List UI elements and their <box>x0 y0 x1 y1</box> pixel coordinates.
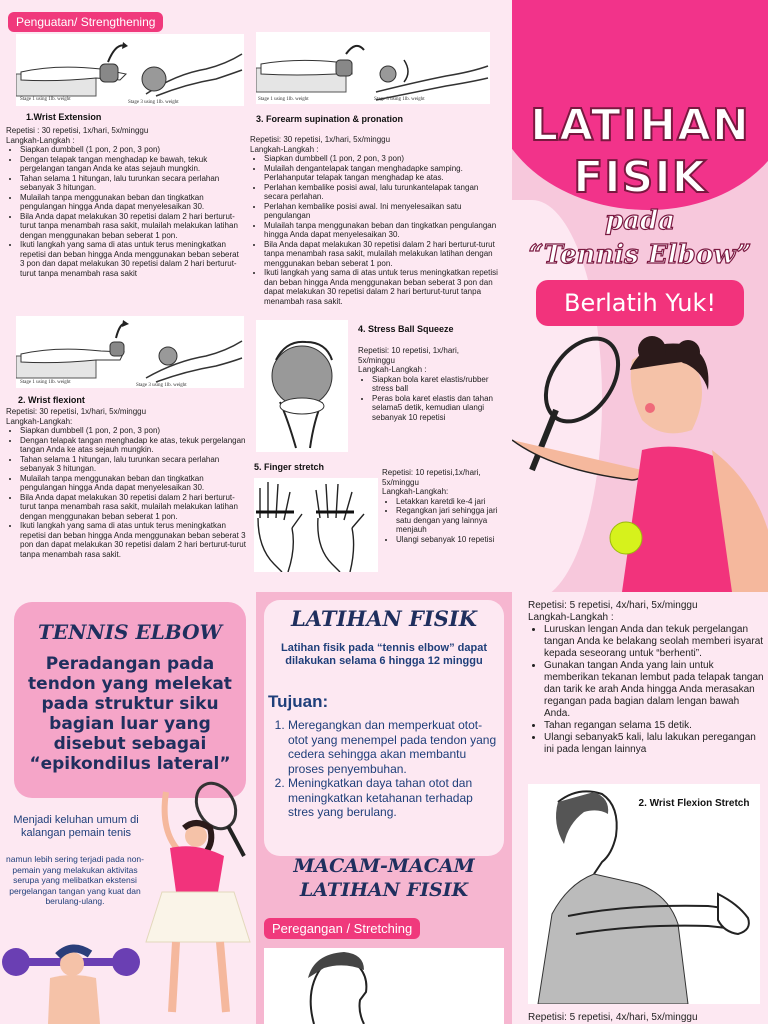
stretch-body <box>528 600 764 756</box>
reps-text: Repetisi : 30 repetisi, 1x/hari, 5x/minggu <box>6 126 149 135</box>
steps-label: Langkah-Langkah: <box>6 416 73 426</box>
image-label: 2. Wrist Flexion Stretch <box>638 798 750 809</box>
list-item: • Gunakan tangan Anda yang lain untuk memberikan tekanan lembut pada telapak tangan dan tarik ke arah Anda hingga Anda merasakan regangan pada bagian dalam lengan bawah Anda. <box>544 660 764 720</box>
steps-label: Langkah-Langkah : <box>528 612 614 623</box>
list-item: 2. Meningkatkan daya tahan otot dan meningkatkan ketahanan terhadap stres yang berulang. <box>288 776 500 820</box>
cover-title-line1: LATIHAN <box>530 100 750 151</box>
cover-title-line2: FISIK <box>573 152 707 203</box>
list-item: • Peras bola karet elastis dan tahan selama5 detik, kemudian ulangi sebanyak 10 repetisi <box>372 394 498 423</box>
exercise-body <box>6 407 246 559</box>
tennis-player-illustration <box>512 330 768 592</box>
list-item: • Siapkan dumbbell (1 pon, 2 pon, 3 pon) <box>20 145 244 155</box>
steps-label: Langkah-Langkah : <box>6 135 75 145</box>
list-item: • Bila Anda dapat melakukan 30 repetisi dalam 2 hari berturut-turut tanpa menambah rasa sakit, mulailah melakukan latihan dengan menggunakan beban seberat 1 pon. <box>20 493 246 522</box>
exercise-title: 2. Wrist flexiont <box>18 395 85 405</box>
list-item: • Mulailah tanpa menggunakan beban dan tingkatkan pengulangan hingga Anda dapat menyelesaikan 30. <box>20 474 246 493</box>
cover-panel <box>512 0 768 592</box>
stress-ball-illustration <box>256 320 348 452</box>
forearm-rotation-illustration <box>256 32 490 104</box>
exercise-title: 4. Stress Ball Squeeze <box>358 324 454 334</box>
caption: Stage 1 using 1lb. weight <box>20 97 71 102</box>
list-item: • Siapkan bola karet elastis/rubber stress ball <box>372 375 498 394</box>
list-item: • Tahan selama 1 hitungan, lalu turunkan secara perlahan sebanyak 3 hitungan. <box>20 455 246 474</box>
caption: Stage 3 using 1lb. weight <box>128 100 179 105</box>
strengthening-label: Penguatan/ Strengthening <box>8 12 163 32</box>
tennis-players-illustration <box>0 772 256 1024</box>
caption: Stage 1 using 1lb. weight <box>20 380 71 385</box>
intro-title: LATIHAN FISIK <box>291 606 477 631</box>
list-item: • Bila Anda dapat melakukan 30 repetisi dalam 2 hari berturut-turut tanpa menambah rasa sakit, mulailah melakukan latihan dengan menggunakan beban seberat 1 pon. <box>20 212 244 241</box>
stretch-instructions-panel <box>512 592 768 1024</box>
footer-reps: Repetisi: 5 repetisi, 4x/hari, 5x/minggu <box>528 1012 698 1023</box>
list-item: • Ulangi sebanyak5 kali, lalu lakukan peregangan ini pada lengan lainnya <box>544 732 764 756</box>
intro-text: Latihan fisik pada “tennis elbow” dapat dilakukan selama 6 hingga 12 minggu <box>281 642 487 667</box>
goal-label: Tujuan: <box>268 692 329 711</box>
exercise-body <box>6 126 244 278</box>
wrist-flexion-illustration <box>16 316 244 388</box>
list-item: • Perlahan kembalike posisi awal. Ini menyelesaikan satu pengulangan <box>264 202 502 221</box>
list-item: 1. Meregangkan dan memperkuat otot-otot yang menempel pada tendon yang cedera sehingga akan membantu proses penyembuhan. <box>288 718 500 776</box>
reps-text: Repetisi: 30 repetisi, 1x/hari, 5x/minggu <box>6 407 147 416</box>
caption: Stage 3 using 1lb. weight <box>374 97 425 102</box>
caption: Stage 1 using 1lb. weight <box>258 97 309 102</box>
reps-text: Repetisi: 10 repetisi, 1x/hari, 5x/minggu <box>358 346 459 365</box>
wrist-extension-illustration <box>16 34 244 106</box>
exercise-title: 5. Finger stretch <box>254 462 325 472</box>
list-item: • Dengan telapak tangan menghadap ke bawah, tekuk pergelangan tangan Anda ke atas sejauh mungkin. <box>20 155 244 174</box>
complaint-text: Menjadi keluhan umum di kalangan pemain tenis <box>13 814 139 839</box>
list-item: • Mulailah dengantelapak tangan menghadapke samping. Perlahanputar telapak tangan menghadap ke atas. <box>264 164 502 183</box>
list-item: • Letakkan karetdi ke-4 jari <box>396 497 502 507</box>
list-item: • Mulailah tanpa menggunakan beban dan tingkatkan pengulangan hingga Anda dapat menyelesaikan 30. <box>264 221 502 240</box>
stretching-illustration <box>264 948 504 1024</box>
list-item: • Tahan regangan selama 15 detik. <box>544 720 764 732</box>
exercise-body <box>382 468 502 544</box>
reps-text: Repetisi: 30 repetisi, 1x/hari, 5x/minggu <box>250 135 391 144</box>
card-title: TENNIS ELBOW <box>38 620 222 644</box>
list-item: • Ikuti langkah yang sama di atas untuk terus meningkatkan repetisi dan beban hingga Anda menggunakan beban seberat 3 pon dan dapat melakukan 30 repetisi dalam 2 hari berturut-turut tanpa menambah rasa sakit <box>20 240 244 278</box>
list-item: • Luruskan lengan Anda dan tekuk pergelangan tangan Anda ke belakang seolah memberi isyarat kepada seseorang untuk “berhenti”. <box>544 624 764 660</box>
list-item: • Bila Anda dapat melakukan 30 repetisi dalam 2 hari berturut-turut tanpa menambah rasa sakit, mulailah melakukan latihan dengan menggunakan beban seberat 1 pon. <box>264 240 502 269</box>
types-title: MACAM-MACAM LATIHAN FISIK <box>293 855 475 901</box>
list-item: • Dengan telapak tangan menghadap ke atas, tekuk pergelangan tangan Anda ke atas sejauh mungkin. <box>20 436 246 455</box>
caption: Stage 3 using 1lb. weight <box>136 383 187 388</box>
exercise-panel <box>0 0 512 592</box>
goal-list <box>270 718 500 820</box>
definition-panel <box>0 592 256 1024</box>
reps-text: Repetisi: 10 repetisi,1x/hari, 5x/minggu <box>382 468 481 487</box>
finger-stretch-illustration <box>254 478 378 572</box>
wrist-flexion-stretch-illustration <box>528 784 760 1004</box>
list-item: • Ikuti langkah yang sama di atas untuk terus meningkatkan repetisi dan beban hingga Anda menggunakan beban seberat 3 pon dan dapat melakukan 30 repetisi dalam 2 hari berturut-turut tanpa menambah rasa sakit. <box>264 268 502 306</box>
exercise-body <box>358 346 498 422</box>
note-text: namun lebih sering terjadi pada non-pemain yang melakukan aktivitas serupa yang melibatkan ekstensi pergelangan tangan yang kuat dan berulang-ulang. <box>6 854 144 906</box>
list-item: • Tahan selama 1 hitungan, lalu turunkan secara perlahan sebanyak 3 hitungan. <box>20 174 244 193</box>
list-item: • Ikuti langkah yang sama di atas untuk terus meningkatkan repetisi dan beban hingga Anda menggunakan beban seberat 3 pon dan dapat melakukan 30 repetisi dalam 2 hari berturut-turut tanpa menambah rasa sakit. <box>20 521 246 559</box>
cover-subtitle-tennis-elbow: “Tennis Elbow” <box>528 240 752 270</box>
exercise-title: 3. Forearm supination & pronation <box>256 114 404 124</box>
definition-text: Peradangan pada tendon yang melekat pada struktur siku bagian luar yang disebut sebagai “epikondilus lateral” <box>28 654 232 774</box>
stretching-label: Peregangan / Stretching <box>264 918 420 939</box>
exercise-intro-panel <box>256 592 512 1024</box>
list-item: • Siapkan dumbbell (1 pon, 2 pon, 3 pon) <box>264 154 502 164</box>
list-item: • Regangkan jari sehingga jari satu dengan yang lainnya menjauh <box>396 506 502 535</box>
reps-text: Repetisi: 5 repetisi, 4x/hari, 5x/minggu <box>528 600 698 611</box>
exercise-body <box>250 135 502 306</box>
list-item: • Siapkan dumbbell (1 pon, 2 pon, 3 pon) <box>20 426 246 436</box>
list-item: • Perlahan kembalike posisi awal, lalu turunkantelapak tangan secara perlahan. <box>264 183 502 202</box>
steps-label: Langkah-Langkah : <box>250 144 319 154</box>
list-item: • Mulailah tanpa menggunakan beban dan tingkatkan pengulangan hingga Anda dapat menyelesaikan 30. <box>20 193 244 212</box>
steps-label: Langkah-Langkah : <box>358 365 427 374</box>
cover-subtitle-pada: pada <box>604 206 676 236</box>
steps-label: Langkah-Langkah: <box>382 487 449 496</box>
list-item: • Ulangi sebanyak 10 repetisi <box>396 535 502 545</box>
exercise-title: 1.Wrist Extension <box>26 112 102 122</box>
berlatih-button[interactable]: Berlatih Yuk! <box>536 280 744 326</box>
